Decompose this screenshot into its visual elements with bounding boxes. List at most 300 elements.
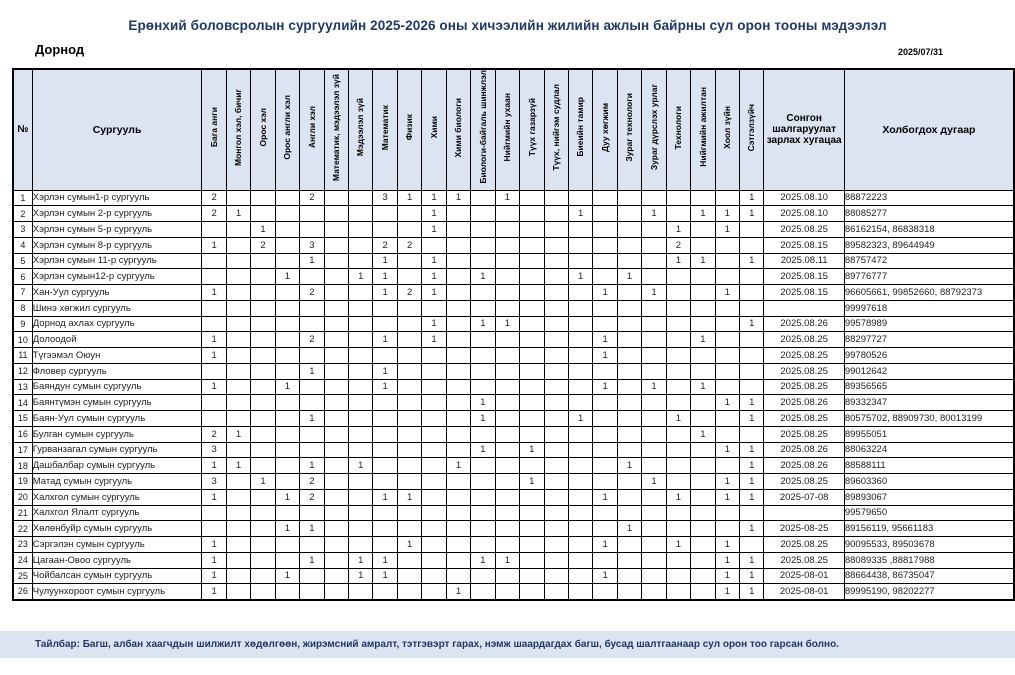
vacancy-count: 1 xyxy=(422,316,446,332)
table-row xyxy=(13,537,1014,553)
vacancy-count: 1 xyxy=(740,568,764,584)
column-header-contact: Холбогдох дугаар xyxy=(844,69,1014,190)
vacancy-count xyxy=(617,474,641,490)
column-header-subject-18 xyxy=(617,69,641,190)
footer-note-bar xyxy=(0,631,1015,658)
vacancy-count xyxy=(349,206,373,222)
school-name: Хэрлэн сумын 8-р сургууль xyxy=(32,237,202,253)
vacancy-count xyxy=(666,332,690,348)
row-number: 19 xyxy=(13,474,32,490)
school-name: Дорнод ахлах сургууль xyxy=(32,316,202,332)
selection-date: 2025.08.15 xyxy=(764,269,844,285)
contact-number: 99578989 xyxy=(844,316,1014,332)
vacancy-count xyxy=(495,285,519,301)
vacancy-count xyxy=(446,426,470,442)
vacancy-count xyxy=(740,537,764,553)
vacancy-count: 1 xyxy=(422,253,446,269)
vacancy-count xyxy=(397,458,421,474)
vacancy-count xyxy=(349,237,373,253)
vacancy-count xyxy=(740,332,764,348)
vacancy-count xyxy=(324,568,348,584)
vacancy-count xyxy=(666,285,690,301)
vacancy-count xyxy=(422,237,446,253)
vacancy-count xyxy=(666,521,690,537)
vacancy-count xyxy=(593,411,617,427)
vacancy-count xyxy=(471,300,495,316)
table-row xyxy=(13,474,1014,490)
vacancy-count xyxy=(471,206,495,222)
vacancy-count: 1 xyxy=(593,379,617,395)
subject-label: Физик xyxy=(404,114,415,141)
vacancy-count xyxy=(422,458,446,474)
vacancy-count xyxy=(666,458,690,474)
table-row xyxy=(13,300,1014,316)
vacancy-count xyxy=(666,300,690,316)
vacancy-count xyxy=(520,363,544,379)
vacancy-count: 1 xyxy=(715,442,739,458)
vacancy-count xyxy=(471,285,495,301)
vacancy-count: 1 xyxy=(740,458,764,474)
column-header-subject-11 xyxy=(446,69,470,190)
vacancy-count: 1 xyxy=(593,332,617,348)
vacancy-count xyxy=(324,206,348,222)
vacancy-count xyxy=(226,442,250,458)
vacancy-count: 1 xyxy=(666,489,690,505)
school-name: Баянтүмэн сумын сургууль xyxy=(32,395,202,411)
vacancy-count xyxy=(642,300,666,316)
vacancy-count xyxy=(593,316,617,332)
vacancy-count xyxy=(349,411,373,427)
vacancy-count xyxy=(324,332,348,348)
contact-number: 88872223 xyxy=(844,190,1014,206)
vacancy-count xyxy=(202,363,226,379)
vacancy-count xyxy=(617,253,641,269)
vacancy-count xyxy=(397,206,421,222)
vacancy-count xyxy=(446,332,470,348)
vacancy-count xyxy=(666,552,690,568)
school-name: Хэрлэн сумын 11-р сургууль xyxy=(32,253,202,269)
vacancy-count xyxy=(275,363,299,379)
vacancy-count xyxy=(446,363,470,379)
vacancy-count xyxy=(226,237,250,253)
school-name: Хэрлэн сумын 5-р сургууль xyxy=(32,222,202,238)
vacancy-count xyxy=(544,206,568,222)
vacancy-count: 1 xyxy=(568,206,592,222)
selection-date: 2025.08.26 xyxy=(764,442,844,458)
vacancy-count xyxy=(617,442,641,458)
vacancy-count xyxy=(300,505,324,521)
vacancy-count xyxy=(471,237,495,253)
vacancy-count xyxy=(349,300,373,316)
vacancy-count xyxy=(397,426,421,442)
vacancy-count xyxy=(593,442,617,458)
vacancy-count xyxy=(422,537,446,553)
vacancy-count xyxy=(495,489,519,505)
subject-label: Орос хэл xyxy=(257,108,268,147)
row-number: 8 xyxy=(13,300,32,316)
vacancy-count xyxy=(520,568,544,584)
vacancy-count: 1 xyxy=(202,348,226,364)
vacancy-count: 1 xyxy=(471,269,495,285)
vacancy-count xyxy=(324,426,348,442)
vacancy-count xyxy=(691,363,715,379)
vacancy-count xyxy=(691,348,715,364)
vacancy-count: 1 xyxy=(226,458,250,474)
vacancy-count xyxy=(422,300,446,316)
vacancy-count: 1 xyxy=(422,190,446,206)
vacancy-count: 1 xyxy=(691,206,715,222)
vacancy-count xyxy=(422,474,446,490)
vacancy-count xyxy=(471,348,495,364)
vacancy-count xyxy=(251,426,275,442)
vacancy-count: 2 xyxy=(202,426,226,442)
vacancy-count xyxy=(373,537,397,553)
vacancy-count xyxy=(593,426,617,442)
contact-number: 90095533, 89503678 xyxy=(844,537,1014,553)
vacancy-count xyxy=(422,348,446,364)
vacancy-count xyxy=(202,316,226,332)
subject-label: Биологи-байгаль шинжлэл xyxy=(477,70,488,185)
vacancy-count xyxy=(520,285,544,301)
vacancy-count xyxy=(617,190,641,206)
vacancy-count xyxy=(568,348,592,364)
vacancy-count xyxy=(568,316,592,332)
vacancy-count xyxy=(617,300,641,316)
vacancy-count xyxy=(202,505,226,521)
vacancy-count xyxy=(373,222,397,238)
contact-number: 89893067 xyxy=(844,489,1014,505)
vacancy-count xyxy=(544,190,568,206)
vacancy-count: 1 xyxy=(740,411,764,427)
vacancy-count xyxy=(691,222,715,238)
table-row xyxy=(13,442,1014,458)
table-row xyxy=(13,269,1014,285)
vacancy-count xyxy=(251,584,275,600)
column-header-subject-1 xyxy=(202,69,226,190)
vacancy-count xyxy=(422,442,446,458)
vacancy-count: 2 xyxy=(300,190,324,206)
vacancy-count xyxy=(593,300,617,316)
report-date: 2025/07/31 xyxy=(897,47,943,57)
vacancy-count xyxy=(226,348,250,364)
vacancy-count xyxy=(495,395,519,411)
vacancy-count: 1 xyxy=(349,458,373,474)
vacancy-count xyxy=(666,426,690,442)
vacancy-count xyxy=(397,568,421,584)
vacancy-count xyxy=(495,300,519,316)
contact-number: 89955051 xyxy=(844,426,1014,442)
vacancy-count xyxy=(520,458,544,474)
vacancy-count xyxy=(666,379,690,395)
vacancy-count xyxy=(691,442,715,458)
vacancy-count xyxy=(495,237,519,253)
row-number: 21 xyxy=(13,505,32,521)
vacancy-count xyxy=(251,269,275,285)
vacancy-count: 1 xyxy=(642,474,666,490)
selection-date: 2025.08.15 xyxy=(764,285,844,301)
vacancy-count xyxy=(568,505,592,521)
vacancy-count xyxy=(349,332,373,348)
vacancy-count xyxy=(495,363,519,379)
contact-number: 89356565 xyxy=(844,379,1014,395)
column-header-subject-16 xyxy=(568,69,592,190)
vacancy-count xyxy=(691,584,715,600)
vacancy-count xyxy=(520,269,544,285)
school-name: Фловер сургууль xyxy=(32,363,202,379)
vacancy-count: 1 xyxy=(373,379,397,395)
vacancy-count xyxy=(617,363,641,379)
vacancy-count xyxy=(544,332,568,348)
selection-date: 2025.08.25 xyxy=(764,426,844,442)
vacancy-count: 2 xyxy=(300,332,324,348)
column-header-subject-6 xyxy=(324,69,348,190)
vacancy-count xyxy=(715,505,739,521)
vacancy-count xyxy=(251,206,275,222)
vacancy-count xyxy=(226,584,250,600)
vacancy-count xyxy=(349,253,373,269)
vacancy-count xyxy=(251,442,275,458)
vacancy-count: 1 xyxy=(446,190,470,206)
row-number: 24 xyxy=(13,552,32,568)
vacancy-count: 1 xyxy=(642,206,666,222)
header-row xyxy=(13,69,1014,190)
vacancy-count xyxy=(422,568,446,584)
school-name: Баян-Уул сумын сургууль xyxy=(32,411,202,427)
contact-number: 88664438, 86735047 xyxy=(844,568,1014,584)
column-header-subject-19 xyxy=(642,69,666,190)
school-name: Хэрлэн сумын12-р сургууль xyxy=(32,269,202,285)
subject-label: Математик xyxy=(379,104,390,150)
vacancy-count xyxy=(422,411,446,427)
vacancy-count xyxy=(251,285,275,301)
vacancy-count xyxy=(593,190,617,206)
row-number: 25 xyxy=(13,568,32,584)
subject-label: Хоол зүйн xyxy=(722,105,733,149)
vacancy-count: 1 xyxy=(251,474,275,490)
vacancy-count: 1 xyxy=(202,285,226,301)
vacancy-count xyxy=(349,521,373,537)
subject-label: Хими биологи xyxy=(453,97,464,157)
vacancy-count: 1 xyxy=(275,521,299,537)
row-number: 22 xyxy=(13,521,32,537)
vacancy-count: 2 xyxy=(300,489,324,505)
vacancy-count xyxy=(520,379,544,395)
vacancy-count: 1 xyxy=(373,568,397,584)
vacancy-count xyxy=(593,363,617,379)
school-name: Чулуунхороот сумын сургууль xyxy=(32,584,202,600)
column-header-subject-9 xyxy=(397,69,421,190)
vacancy-count xyxy=(691,300,715,316)
row-number: 12 xyxy=(13,363,32,379)
vacancy-count xyxy=(544,458,568,474)
vacancy-count xyxy=(544,269,568,285)
vacancy-count xyxy=(691,190,715,206)
vacancy-count xyxy=(544,568,568,584)
vacancy-count xyxy=(226,285,250,301)
vacancy-count xyxy=(397,442,421,458)
table-row xyxy=(13,379,1014,395)
vacancy-count: 1 xyxy=(226,206,250,222)
vacancy-count xyxy=(715,269,739,285)
vacancy-count: 2 xyxy=(202,206,226,222)
vacancy-count xyxy=(642,237,666,253)
contact-number: 89332347 xyxy=(844,395,1014,411)
vacancy-count xyxy=(324,537,348,553)
vacancy-count xyxy=(617,379,641,395)
table-row xyxy=(13,395,1014,411)
vacancy-count: 1 xyxy=(422,269,446,285)
contact-number: 88588111 xyxy=(844,458,1014,474)
vacancy-count xyxy=(251,253,275,269)
vacancy-count xyxy=(251,348,275,364)
vacancy-count: 1 xyxy=(349,568,373,584)
vacancy-count xyxy=(642,505,666,521)
vacancy-count xyxy=(495,253,519,269)
row-number: 6 xyxy=(13,269,32,285)
subject-label: Нийгмийн ухаан xyxy=(502,92,513,162)
vacancy-count xyxy=(568,584,592,600)
row-number: 16 xyxy=(13,426,32,442)
selection-date xyxy=(764,505,844,521)
table-row xyxy=(13,411,1014,427)
vacancy-count xyxy=(617,348,641,364)
vacancy-count xyxy=(397,379,421,395)
vacancy-count xyxy=(373,426,397,442)
row-number: 5 xyxy=(13,253,32,269)
vacancy-count xyxy=(544,552,568,568)
subject-label: Түүх газарзүй xyxy=(526,98,537,157)
vacancy-count xyxy=(544,584,568,600)
vacancy-count xyxy=(495,222,519,238)
vacancy-count xyxy=(520,253,544,269)
vacancy-count: 1 xyxy=(422,222,446,238)
vacancy-count xyxy=(275,458,299,474)
vacancy-count xyxy=(275,253,299,269)
subject-label: Орос англи хэл xyxy=(282,94,293,160)
vacancy-count xyxy=(691,316,715,332)
vacancy-count xyxy=(446,222,470,238)
vacancy-count xyxy=(740,222,764,238)
vacancy-count xyxy=(251,411,275,427)
vacancy-count: 1 xyxy=(520,474,544,490)
vacancy-count xyxy=(446,269,470,285)
vacancy-count xyxy=(617,426,641,442)
table-row xyxy=(13,552,1014,568)
vacancy-count: 1 xyxy=(422,206,446,222)
selection-date: 2025.08.15 xyxy=(764,237,844,253)
vacancy-count xyxy=(544,285,568,301)
selection-date: 2025.08.26 xyxy=(764,316,844,332)
vacancy-count xyxy=(349,348,373,364)
vacancy-count: 1 xyxy=(715,489,739,505)
column-header-subject-17 xyxy=(593,69,617,190)
vacancy-count xyxy=(593,222,617,238)
contact-number: 88089335 ,88817988 xyxy=(844,552,1014,568)
selection-date: 2025.08.10 xyxy=(764,206,844,222)
table-row xyxy=(13,190,1014,206)
vacancy-count: 1 xyxy=(300,411,324,427)
vacancy-count xyxy=(642,489,666,505)
vacancy-count xyxy=(715,300,739,316)
vacancy-count xyxy=(275,285,299,301)
vacancy-count xyxy=(226,474,250,490)
vacancy-count xyxy=(202,253,226,269)
subject-label: Түүх, нийгэм судлал xyxy=(550,83,561,171)
vacancy-count xyxy=(202,411,226,427)
vacancy-count xyxy=(446,521,470,537)
row-number: 14 xyxy=(13,395,32,411)
column-header-no: № xyxy=(13,69,32,190)
vacancy-count xyxy=(495,568,519,584)
vacancy-count xyxy=(715,190,739,206)
vacancy-count xyxy=(202,300,226,316)
vacancy-count xyxy=(568,379,592,395)
vacancy-count: 1 xyxy=(471,395,495,411)
column-header-subject-2 xyxy=(226,69,250,190)
vacancy-count xyxy=(275,426,299,442)
vacancy-count xyxy=(691,505,715,521)
vacancy-count xyxy=(275,348,299,364)
vacancy-count xyxy=(251,489,275,505)
column-header-subject-3 xyxy=(251,69,275,190)
vacancy-count xyxy=(642,316,666,332)
vacancy-count xyxy=(568,552,592,568)
vacancy-count xyxy=(446,300,470,316)
vacancy-count xyxy=(324,411,348,427)
vacancy-count xyxy=(495,474,519,490)
vacancy-count xyxy=(300,395,324,411)
vacancy-count xyxy=(520,237,544,253)
vacancy-count xyxy=(324,222,348,238)
school-name: Хан-Уул сургууль xyxy=(32,285,202,301)
vacancy-count xyxy=(617,584,641,600)
vacancy-count xyxy=(495,269,519,285)
subject-label: Нийгмийн ажилтан xyxy=(697,87,708,168)
selection-date: 2025-08-01 xyxy=(764,584,844,600)
vacancy-count xyxy=(300,348,324,364)
vacancy-count xyxy=(349,474,373,490)
vacancy-count: 1 xyxy=(349,552,373,568)
vacancy-count: 2 xyxy=(397,285,421,301)
vacancy-count xyxy=(666,206,690,222)
vacancy-count xyxy=(397,521,421,537)
vacancy-count xyxy=(324,489,348,505)
vacancy-count xyxy=(446,237,470,253)
column-header-subject-13 xyxy=(495,69,519,190)
vacancy-count xyxy=(300,222,324,238)
contact-number: 80575702, 88909730, 80013199 xyxy=(844,411,1014,427)
column-header-subject-20 xyxy=(666,69,690,190)
vacancy-count xyxy=(593,395,617,411)
vacancy-count: 1 xyxy=(373,285,397,301)
table-body xyxy=(13,190,1014,600)
vacancy-count: 1 xyxy=(666,222,690,238)
contact-number: 88085277 xyxy=(844,206,1014,222)
vacancy-count xyxy=(226,489,250,505)
vacancy-count xyxy=(275,505,299,521)
vacancy-count xyxy=(251,332,275,348)
vacancy-count xyxy=(251,363,275,379)
vacancy-count xyxy=(422,363,446,379)
vacancy-count: 1 xyxy=(495,190,519,206)
school-name: Долоодой xyxy=(32,332,202,348)
vacancy-count: 1 xyxy=(715,584,739,600)
vacancy-count xyxy=(544,348,568,364)
vacancy-count xyxy=(324,395,348,411)
vacancy-count xyxy=(568,442,592,458)
vacancy-count xyxy=(593,253,617,269)
vacancy-count xyxy=(275,584,299,600)
